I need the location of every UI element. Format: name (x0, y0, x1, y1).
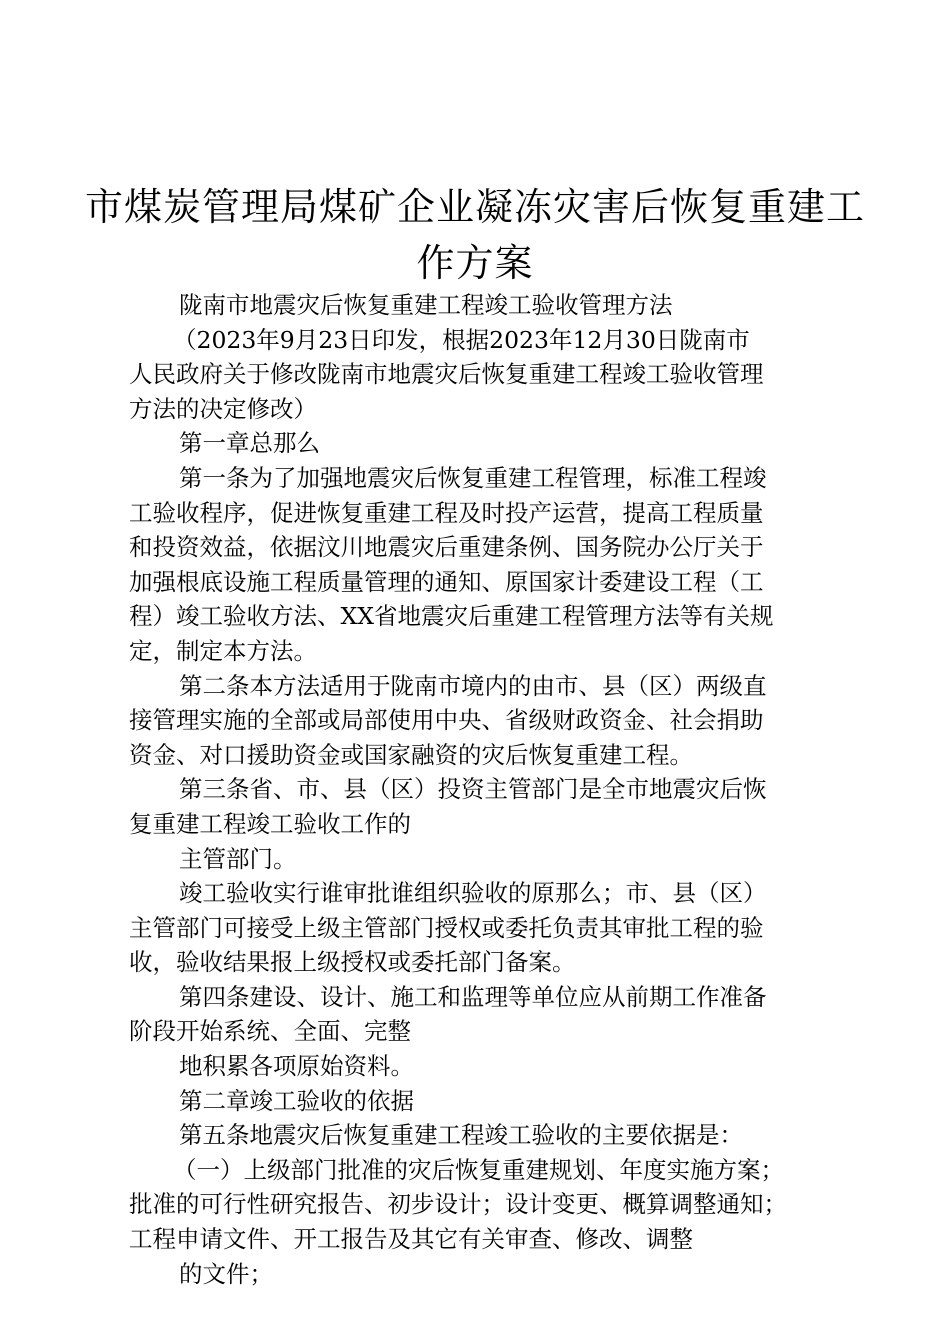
text-line: 竣工验收实行谁审批谁组织验收的原那么；市、县（区） (179, 879, 767, 908)
text-line: 第四条建设、设计、施工和监理等单位应从前期工作准备 (179, 982, 767, 1011)
document-title-line-2: 作方案 (416, 241, 534, 285)
text-line: 方法的决定修改） (129, 394, 317, 423)
text-line: 加强根底设施工程质量管理的通知、原国家计委建设工程（工 (129, 567, 764, 596)
text-line: 复重建工程竣工验收工作的 (129, 809, 411, 838)
text-line: 主管部门可接受上级主管部门授权或委托负责其审批工程的验 (129, 913, 764, 942)
text-line: 第一章总那么 (179, 429, 320, 458)
text-line: 的文件； (179, 1259, 273, 1288)
text-line: （2023年9月23日印发，根据2023年12月30日陇南市 (173, 325, 750, 354)
text-line: 第二章竣工验收的依据 (179, 1086, 414, 1115)
text-line: 地积累各项原始资料。 (179, 1052, 414, 1081)
text-line: 工程申请文件、开工报告及其它有关审查、修改、调整 (129, 1225, 693, 1254)
text-line: 收，验收结果报上级授权或委托部门备案。 (129, 948, 576, 977)
text-line: 主管部门。 (179, 844, 297, 873)
document-body (129, 288, 829, 1291)
text-line: 接管理实施的全部或局部使用中央、省级财政资金、社会捐助 (129, 706, 764, 735)
text-line: 第三条省、市、县（区）投资主管部门是全市地震灾后恢 (179, 775, 767, 804)
text-line: 定，制定本方法。 (129, 636, 317, 665)
text-line: 陇南市地震灾后恢复重建工程竣工验收管理方法 (179, 291, 673, 319)
text-line: 批准的可行性研究报告、初步设计；设计变更、概算调整通知； (129, 1190, 787, 1219)
text-line: 第一条为了加强地震灾后恢复重建工程管理，标准工程竣 (179, 463, 767, 492)
text-line: （一）上级部门批准的灾后恢复重建规划、年度实施方案； (173, 1155, 784, 1184)
text-line: 程）竣工验收方法、XX省地震灾后重建工程管理方法等有关规 (129, 602, 774, 631)
document-title-line-1: 市煤炭管理局煤矿企业凝冻灾害后恢复重建工 (84, 185, 865, 229)
text-line: 第二条本方法适用于陇南市境内的由市、县（区）两级直 (179, 671, 767, 700)
text-line: 阶段开始系统、全面、完整 (129, 1017, 411, 1046)
text-line: 资金、对口援助资金或国家融资的灾后恢复重建工程。 (129, 740, 693, 769)
text-line: 工验收程序，促进恢复重建工程及时投产运营，提高工程质量 (129, 498, 764, 527)
text-line: 和投资效益，依据汶川地震灾后重建条例、国务院办公厅关于 (129, 533, 764, 562)
text-line: 人民政府关于修改陇南市地震灾后恢复重建工程竣工验收管理 (129, 360, 764, 389)
text-line: 第五条地震灾后恢复重建工程竣工验收的主要依据是： (179, 1121, 743, 1150)
